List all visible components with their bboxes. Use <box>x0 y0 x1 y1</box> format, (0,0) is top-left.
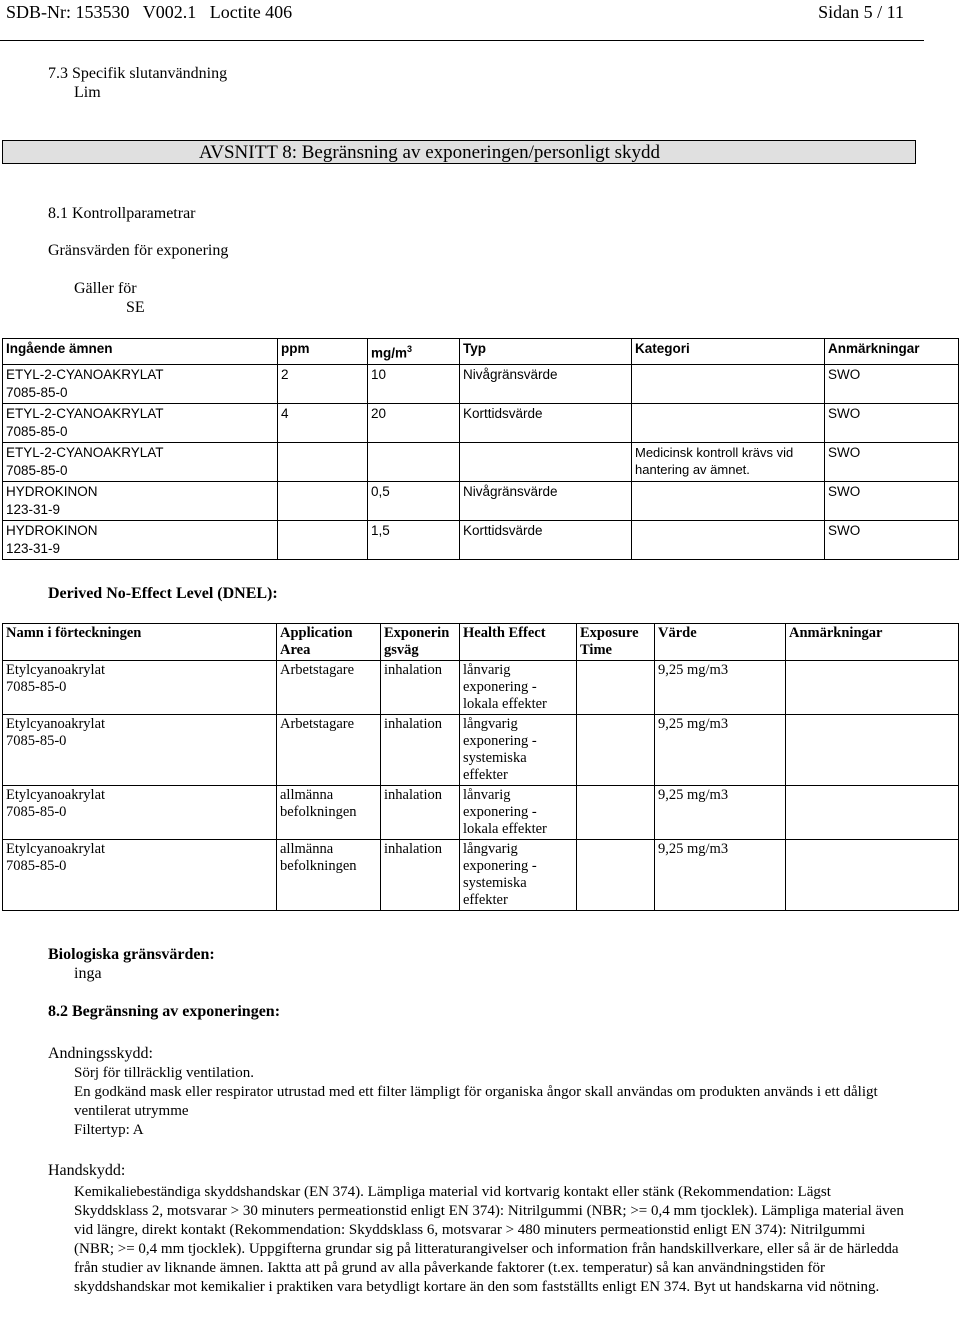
col-mg-sup: 3 <box>407 344 413 354</box>
cell-time <box>577 786 655 840</box>
cell-type: Korttidsvärde <box>460 520 632 559</box>
cell-time <box>577 840 655 911</box>
cell-type: Nivågränsvärde <box>460 481 632 520</box>
section-8-1-title: 8.1 Kontrollparametrar <box>48 205 196 222</box>
exposure-limits-table <box>2 338 959 560</box>
cas-number: 7085-85-0 <box>6 679 67 695</box>
cell-substance <box>3 520 278 559</box>
substance-name: ETYL-2-CYANOAKRYLAT <box>6 405 164 421</box>
table-row <box>3 840 959 911</box>
col-remarks: Anmärkningar <box>825 339 959 365</box>
bio-limits-title: Biologiska gränsvärden: <box>48 946 215 963</box>
cell-category: Medicinsk kontroll krävs vid hantering av ämnet. <box>632 442 825 481</box>
header-rule <box>0 40 924 41</box>
cell-effect: långvarig exponering - systemiska effekter <box>460 715 577 786</box>
col-type: Typ <box>460 339 632 365</box>
section-8-title: AVSNITT 8: Begränsning av exponeringen/personligt skydd <box>199 142 661 163</box>
doc-version: V002.1 <box>142 2 197 22</box>
table-row <box>3 364 959 403</box>
col-substance: Ingående ämnen <box>3 339 278 365</box>
cell-substance <box>3 481 278 520</box>
cell-value: 9,25 mg/m3 <box>655 786 786 840</box>
substance-name: HYDROKINON <box>6 483 98 499</box>
cell-value: 9,25 mg/m3 <box>655 661 786 715</box>
cell-mg <box>368 442 460 481</box>
table-row <box>3 403 959 442</box>
cell-name <box>3 661 277 715</box>
cell-mg: 0,5 <box>368 481 460 520</box>
page-header <box>6 2 926 22</box>
cas-number: 123-31-9 <box>6 540 61 556</box>
cell-remarks <box>786 715 959 786</box>
respiratory-line: Filtertyp: A <box>74 1122 144 1138</box>
cell-mg: 10 <box>368 364 460 403</box>
doc-number: SDB-Nr: 153530 <box>6 2 130 22</box>
table-row <box>3 661 959 715</box>
substance-name: ETYL-2-CYANOAKRYLAT <box>6 444 164 460</box>
cell-remarks: SWO <box>825 520 959 559</box>
cas-number: 7085-85-0 <box>6 804 67 820</box>
col-value: Värde <box>655 624 786 661</box>
dnel-table <box>2 623 959 911</box>
exposure-limits-subtitle: Gränsvärden för exponering <box>48 242 229 259</box>
respiratory-text <box>74 1064 914 1140</box>
table-header-row <box>3 339 959 365</box>
cell-substance <box>3 364 278 403</box>
cell-mg: 1,5 <box>368 520 460 559</box>
table-row <box>3 715 959 786</box>
cell-category <box>632 520 825 559</box>
cell-route: inhalation <box>381 840 460 911</box>
hand-label: Handskydd: <box>48 1162 126 1179</box>
applies-label: Gäller för <box>74 280 137 297</box>
cas-number: 7085-85-0 <box>6 384 68 400</box>
cell-effect: lånvarig exponering - lokala effekter <box>460 661 577 715</box>
cell-substance <box>3 442 278 481</box>
cas-number: 7085-85-0 <box>6 733 67 749</box>
cell-effect: lånvarig exponering - lokala effekter <box>460 786 577 840</box>
cell-effect: långvarig exponering - systemiska effekter <box>460 840 577 911</box>
cell-ppm: 2 <box>278 364 368 403</box>
applies-value: SE <box>126 299 145 316</box>
hand-text: Kemikaliebeständiga skyddshandskar (EN 374). Lämpliga material vid kortvarig kontakt eller stänk (Rekommendation: Lägst Skyddsklass 2, motsvarar > 30 minuters permeationstid enligt EN 374): Nitrilgummi (NBR; >= 0,4 mm tjocklek). Lämpliga material även vid längre, direkt kontakt (Rekommendation: Skyddsklass 6, motsvarar > 480 minuters permeationstid enligt EN 374): Nitrilgummi (NBR; >= 0,4 mm tjocklek). Uppgifterna grundar sig på litteraturangivelser och information från handskillverkare, eller så är de härledda från studier av liknande ämnen. Iakttа att på grund av alla påverkande faktorer (t.ex. temperatur) så kan användningstiden för skyddshandskar mot kemikalier i praktiken vara betydligt kortare än den som fastställts enligt EN 374. Byt ut handskarna vid nötning. <box>74 1184 904 1295</box>
substance-name: Etylcyanoakrylat <box>6 662 106 678</box>
section-8-2-title: 8.2 Begränsning av exponeringen: <box>48 1003 281 1020</box>
cell-ppm <box>278 520 368 559</box>
cas-number: 123-31-9 <box>6 501 61 517</box>
cell-remarks <box>786 786 959 840</box>
cell-area: allmänna befolkningen <box>277 840 381 911</box>
section-8-banner <box>2 140 916 164</box>
respiratory-line: Sörj för tillräcklig ventilation. <box>74 1065 254 1081</box>
cell-name <box>3 840 277 911</box>
table-row <box>3 481 959 520</box>
col-mg <box>368 339 460 365</box>
cell-remarks: SWO <box>825 481 959 520</box>
cell-category <box>632 481 825 520</box>
cell-ppm <box>278 481 368 520</box>
col-area: Application Area <box>277 624 381 661</box>
cell-substance <box>3 403 278 442</box>
substance-name: Etylcyanoakrylat <box>6 716 106 732</box>
col-ppm: ppm <box>278 339 368 365</box>
cell-remarks <box>786 840 959 911</box>
col-effect: Health Effect <box>460 624 577 661</box>
substance-name: ETYL-2-CYANOAKRYLAT <box>6 366 164 382</box>
cell-area: Arbetstagare <box>277 661 381 715</box>
cas-number: 7085-85-0 <box>6 423 68 439</box>
page-number: Sidan 5 / 11 <box>818 2 904 22</box>
col-time: Exposure Time <box>577 624 655 661</box>
table-row <box>3 442 959 481</box>
col-remarks: Anmärkningar <box>786 624 959 661</box>
cas-number: 7085-85-0 <box>6 462 68 478</box>
section-7-3-value: Lim <box>74 84 101 101</box>
product-name: Loctite 406 <box>209 2 293 22</box>
section-7-3-title: 7.3 Specifik slutanvändning <box>48 65 228 82</box>
cell-route: inhalation <box>381 715 460 786</box>
substance-name: Etylcyanoakrylat <box>6 841 106 857</box>
col-mg-label: mg/m <box>371 345 408 361</box>
col-name: Namn i förteckningen <box>3 624 277 661</box>
cell-remarks: SWO <box>825 364 959 403</box>
cell-area: Arbetstagare <box>277 715 381 786</box>
cell-name <box>3 786 277 840</box>
dnel-title: Derived No-Effect Level (DNEL): <box>48 585 278 602</box>
cell-ppm: 4 <box>278 403 368 442</box>
bio-limits-value: inga <box>74 965 102 982</box>
cas-number: 7085-85-0 <box>6 858 67 874</box>
cell-type: Nivågränsvärde <box>460 364 632 403</box>
respiratory-label: Andningsskydd: <box>48 1045 153 1062</box>
col-category: Kategori <box>632 339 825 365</box>
cell-value: 9,25 mg/m3 <box>655 715 786 786</box>
table-header-row <box>3 624 959 661</box>
substance-name: HYDROKINON <box>6 522 98 538</box>
cell-type <box>460 442 632 481</box>
cell-remarks: SWO <box>825 442 959 481</box>
cell-name <box>3 715 277 786</box>
cell-route: inhalation <box>381 661 460 715</box>
cell-time <box>577 661 655 715</box>
respiratory-line: En godkänd mask eller respirator utrustad med ett filter lämpligt för organiska ångor skall användas om produkten används i ett dåligt ventilerat utrymme <box>74 1084 878 1119</box>
cell-mg: 20 <box>368 403 460 442</box>
table-row <box>3 520 959 559</box>
cell-remarks <box>786 661 959 715</box>
cell-area: allmänna befolkningen <box>277 786 381 840</box>
cell-category <box>632 403 825 442</box>
cell-value: 9,25 mg/m3 <box>655 840 786 911</box>
doc-id <box>6 2 292 23</box>
cell-time <box>577 715 655 786</box>
cell-route: inhalation <box>381 786 460 840</box>
col-route: Exponerin gsväg <box>381 624 460 661</box>
cell-category <box>632 364 825 403</box>
substance-name: Etylcyanoakrylat <box>6 787 106 803</box>
cell-ppm <box>278 442 368 481</box>
table-row <box>3 786 959 840</box>
cell-remarks: SWO <box>825 403 959 442</box>
cell-type: Korttidsvärde <box>460 403 632 442</box>
